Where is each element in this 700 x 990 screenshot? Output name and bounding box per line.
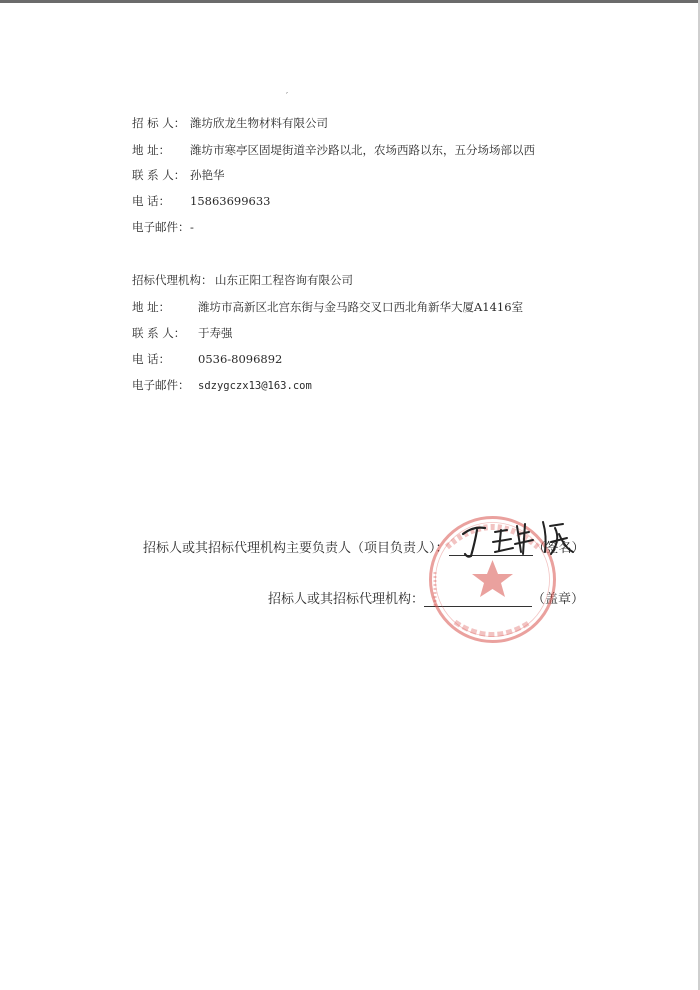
- scan-speck: ′: [286, 92, 289, 102]
- agency-contact-row: [132, 326, 233, 340]
- tenderer-phone: 15863699633: [190, 194, 271, 208]
- signature-org-suffix: （盖章）: [532, 592, 585, 607]
- signature-org-label: 招标人或其招标代理机构：: [268, 592, 425, 607]
- agency-phone-row: [132, 352, 282, 366]
- signature-person-suffix: （签名）: [532, 541, 585, 556]
- scan-top-edge: [0, 0, 700, 3]
- signature-person-label: 招标人或其招标代理机构主要负责人（项目负责人）：: [143, 541, 449, 556]
- tenderer-name-label: 招 标 人：: [132, 116, 186, 130]
- tenderer-contact: 孙艳华: [190, 168, 225, 182]
- tenderer-address-label: 地 址：: [132, 143, 171, 157]
- tenderer-phone-label: 电 话：: [132, 194, 171, 208]
- agency-address-label: 地 址：: [132, 300, 171, 314]
- handwritten-signature: [455, 512, 585, 562]
- tenderer-contact-label: 联 系 人：: [132, 168, 186, 182]
- tenderer-address: 潍坊市寒亭区固堤街道辛沙路以北，农场西路以东，五分场场部以西: [190, 143, 535, 157]
- tenderer-contact-row: [132, 168, 225, 182]
- agency-email: sdzygczx13@163.com: [198, 380, 312, 392]
- agency-email-row: [132, 378, 312, 393]
- agency-name: 山东正阳工程咨询有限公司: [215, 273, 353, 287]
- agency-name-row: [132, 273, 353, 287]
- tenderer-email: -: [190, 220, 194, 234]
- tenderer-name-row: [132, 116, 328, 130]
- agency-contact: 于寿强: [198, 326, 233, 340]
- agency-contact-label: 联 系 人：: [132, 326, 186, 340]
- agency-email-label: 电子邮件：: [132, 378, 190, 392]
- tenderer-phone-row: [132, 194, 270, 208]
- tenderer-email-row: [132, 220, 194, 234]
- agency-phone-label: 电 话：: [132, 352, 171, 366]
- tenderer-name: 潍坊欣龙生物材料有限公司: [190, 116, 328, 130]
- agency-phone: 0536-8096892: [198, 352, 283, 366]
- agency-address: 潍坊市高新区北宫东街与金马路交叉口西北角新华大厦A1416室: [198, 300, 524, 314]
- tenderer-address-row: [132, 143, 535, 157]
- tenderer-email-label: 电子邮件：: [132, 220, 190, 234]
- agency-name-label: 招标代理机构：: [132, 273, 213, 287]
- agency-address-row: [132, 300, 523, 314]
